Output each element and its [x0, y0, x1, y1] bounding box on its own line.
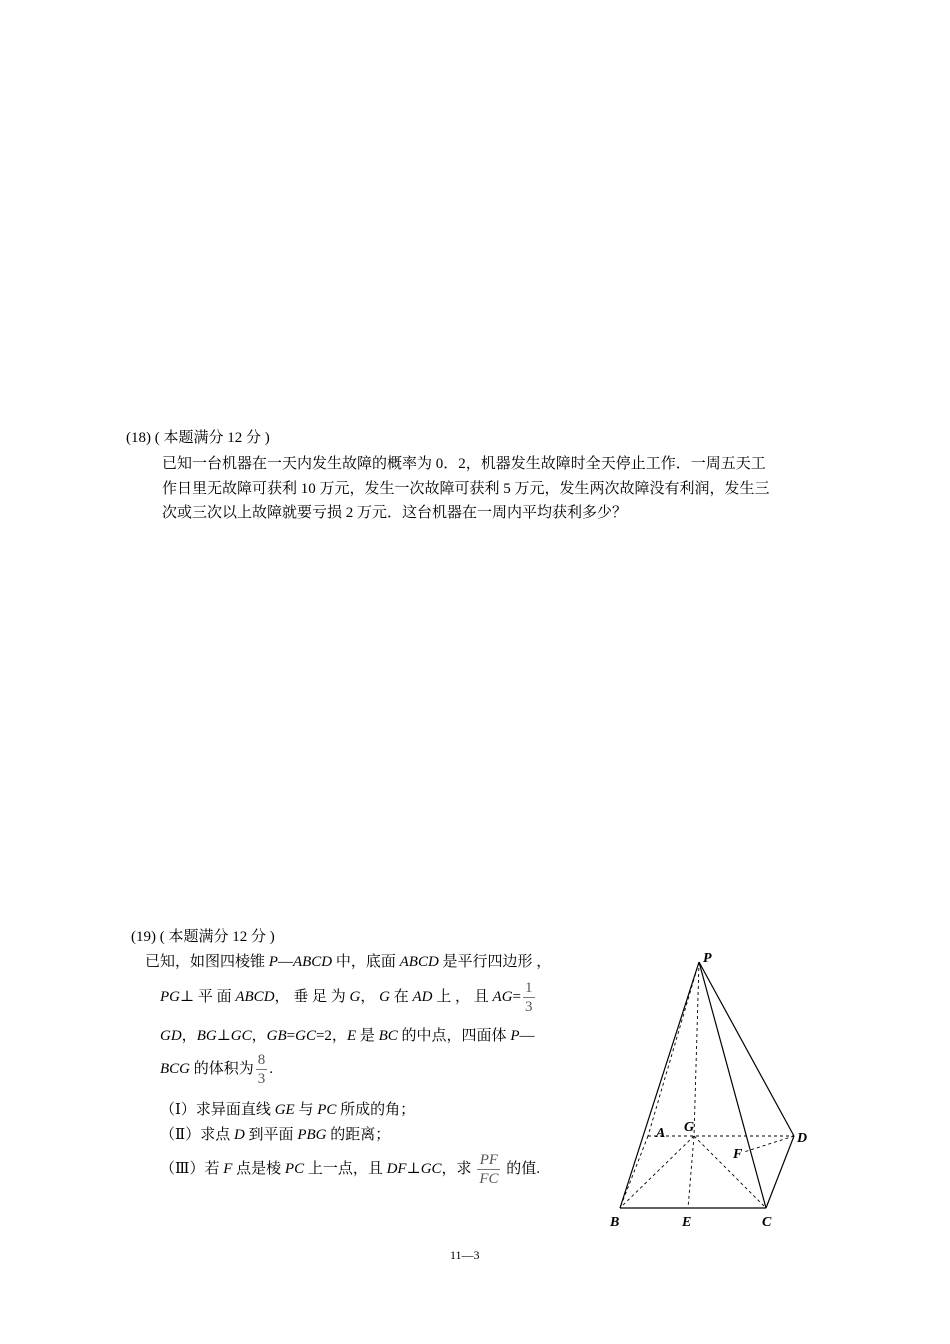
q19-line-3: GD，BG⊥GC，GB=GC=2，E 是 BC 的中点，四面体 P—	[160, 1028, 535, 1044]
fraction-eight-thirds: $\frac{8}{3}$	[257, 1051, 266, 1088]
label-E: E	[682, 1215, 692, 1230]
edge-PA	[648, 962, 699, 1136]
segment-DF	[744, 1136, 794, 1152]
q19-header: (19) ( 本题满分 12 分 )	[131, 929, 275, 945]
edge-PD	[699, 962, 794, 1136]
label-G: G	[684, 1120, 695, 1135]
q18-line-3: 次或三次以上故障就要亏损 2 万元．这台机器在一周内平均获利多少？	[162, 505, 628, 521]
label-F: F	[733, 1147, 743, 1162]
q19-part-2: （Ⅱ）求点 D 到平面 PBG 的距离；	[160, 1127, 391, 1143]
q18-line-2: 作日里无故障可获利 10 万元，发生一次故障可获利 5 万元，发生两次故障没有利润，发生三	[162, 481, 770, 497]
label-D: D	[797, 1131, 808, 1146]
pyramid-figure	[600, 945, 820, 1235]
fraction-pf-over-fc: $\frac{PF}{FC}$	[479, 1151, 499, 1188]
page-number: 11—3	[450, 1248, 480, 1262]
label-P: P	[703, 951, 712, 966]
q19-line-2: PG⊥ 平 面 ABCD， 垂 足 为 G， G 在 AD 上 ， 且 AG= $\frac{1}{3}$	[160, 979, 533, 1016]
q19-line-1: 已知，如图四棱锥 P—ABCD 中，底面 ABCD 是平行四边形 ，	[145, 954, 552, 970]
q19-part-3: （Ⅲ）若 F 点是棱 PC 上一点，且 DF⊥GC，求 $\frac{PF}{FC}$ 的值.	[160, 1151, 540, 1188]
segment-GC	[694, 1136, 766, 1208]
edge-AB	[620, 1136, 648, 1208]
label-C: C	[762, 1215, 772, 1230]
q19-part-1: （Ⅰ）求异面直线 GE 与 PC 所成的角；	[160, 1102, 416, 1118]
fraction-one-third: $\frac{1}{3}$	[525, 979, 533, 1016]
q19-line-4: BCG 的体积为 $\frac{8}{3}$ .	[160, 1051, 274, 1088]
q18-header: (18) ( 本题满分 12 分 )	[126, 430, 270, 446]
label-B: B	[610, 1215, 620, 1230]
label-A: A	[656, 1126, 666, 1141]
edge-PC	[699, 962, 766, 1208]
segment-GE	[688, 1136, 694, 1208]
q18-line-1: 已知一台机器在一天内发生故障的概率为 0．2，机器发生故障时全天停止工作．一周五天工	[162, 456, 766, 472]
edge-CD	[766, 1136, 794, 1208]
edge-PG	[694, 962, 699, 1136]
edge-PB	[620, 962, 699, 1208]
